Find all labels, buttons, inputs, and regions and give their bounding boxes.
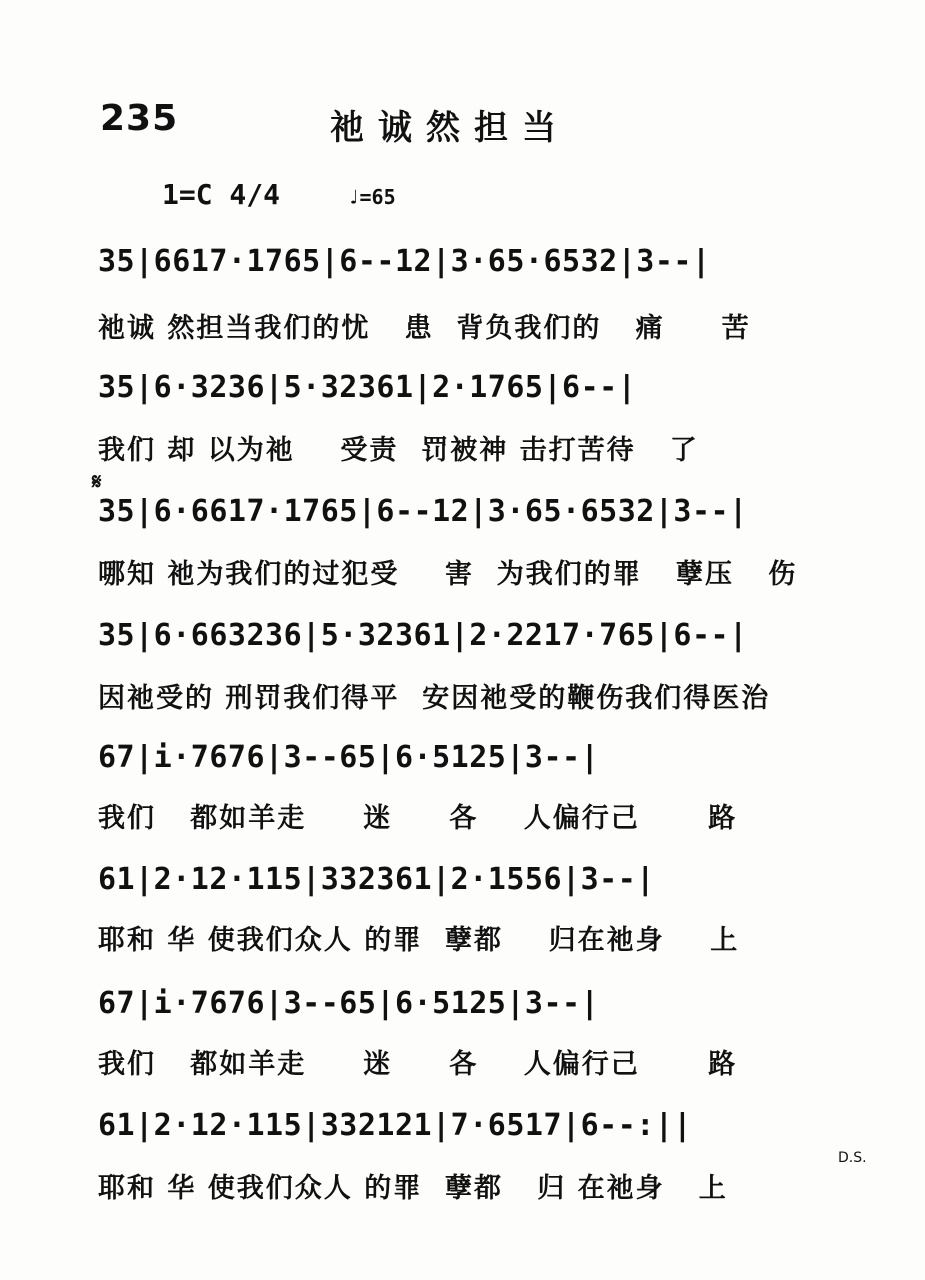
dal-segno-mark: D.S. <box>838 1150 867 1166</box>
lyrics-line-3: 哪知 祂为我们的过犯受 害 为我们的罪 孽压 伤 <box>98 559 798 590</box>
notation-line: 35|6·3236|5·32361|2·1765|6--| <box>98 370 637 405</box>
key-signature: 1=C 4/4 <box>162 178 281 211</box>
score-line-5 <box>98 740 888 800</box>
notation-line: 35|6·6617·1765|6--12|3·65·6532|3--| <box>98 494 748 529</box>
notation-line: 61|2·12·115|332121|7·6517|6--:|| <box>98 1108 692 1143</box>
page-number: 235 <box>100 98 179 139</box>
notation-line: 61|2·12·115|332361|2·1556|3--| <box>98 862 655 897</box>
lyrics-line-7: 我们 都如羊走 迷 各 人偏行己 路 <box>98 1049 738 1080</box>
score-line-3 <box>98 494 888 554</box>
song-title: 祂诚然担当 <box>330 108 570 148</box>
notation-line: 67|i·7676|3--65|6·5125|3--| <box>98 740 600 775</box>
lyrics-line-6: 耶和 华 使我们众人 的罪 孽都 归在祂身 上 <box>98 925 740 956</box>
score-line-2 <box>98 370 888 430</box>
lyrics-line-8: 耶和 华 使我们众人 的罪 孽都 归 在祂身 上 <box>98 1173 728 1204</box>
lyrics-line-5: 我们 都如羊走 迷 各 人偏行己 路 <box>98 803 738 834</box>
key-tempo <box>162 178 396 211</box>
score-line-4 <box>98 618 888 678</box>
notation-line: 35|6·663236|5·32361|2·2217·765|6--| <box>98 618 748 653</box>
score-line-6 <box>98 862 888 922</box>
score-line-1 <box>98 244 888 304</box>
notation-line: 67|i·7676|3--65|6·5125|3--| <box>98 986 600 1021</box>
lyrics-line-4: 因祂受的 刑罚我们得平 安因祂受的鞭伤我们得医治 <box>98 683 771 714</box>
score-line-7 <box>98 986 888 1046</box>
lyrics-line-2: 我们 却 以为祂 受责 罚被神 击打苦待 了 <box>98 435 699 466</box>
segno-mark: 𝄋 <box>92 470 102 495</box>
notation-line: 35|6617·1765|6--12|3·65·6532|3--| <box>98 244 711 279</box>
lyrics-line-1: 祂诚 然担当我们的忧 患 背负我们的 痛 苦 <box>98 313 751 344</box>
tempo-marking: ♩=65 <box>347 185 396 209</box>
score-line-8 <box>98 1108 888 1168</box>
